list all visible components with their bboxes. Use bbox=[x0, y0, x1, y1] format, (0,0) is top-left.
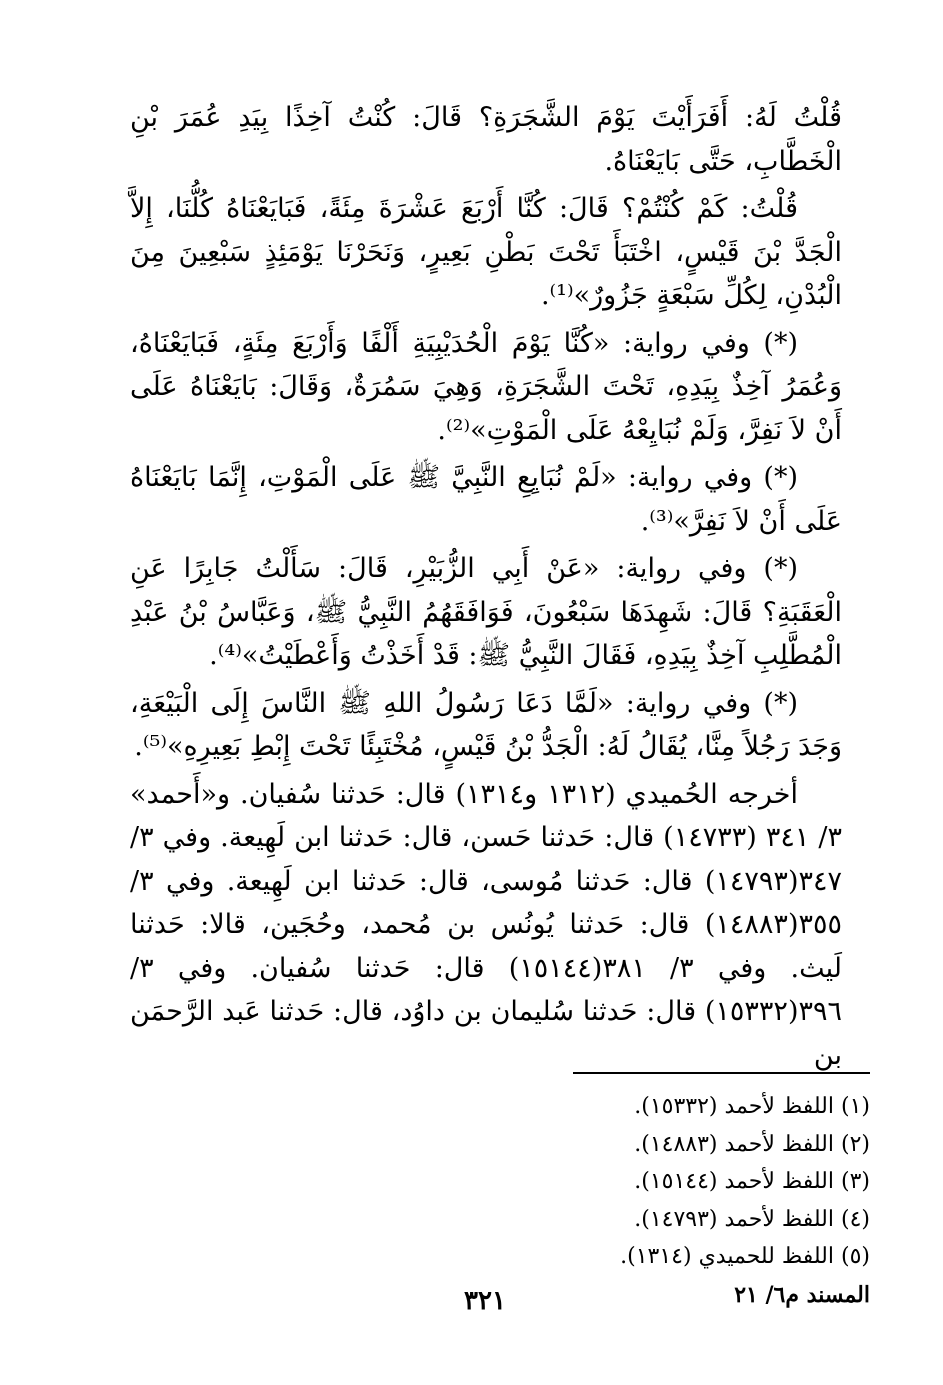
footnote-1: (١) اللفظ لأحمد (١٥٣٣٢). bbox=[634, 1094, 870, 1119]
page-number: ٣٢١ bbox=[464, 1286, 506, 1316]
footnotes bbox=[300, 1088, 870, 1276]
footnote-4: (٤) اللفظ لأحمد (١٤٧٩٣). bbox=[634, 1206, 870, 1232]
paragraph-2: قُلْتُ: كَمْ كُنْتُمْ؟ قَالَ: كُنَّا أَرْبَعَ عَشْرَةَ مِئَةً، فَبَايَعْنَاهُ كُلُّنَا، إِلاَّ الْجَدَّ بْنَ قَيْسٍ، اخْتَبَأَ تَحْتَ بَطْنِ بَعِيرٍ، وَنَحَرْنَا يَوْمَئِذٍ سَبْعِينَ مِنَ الْبُدْنِ، لِكُلِّ سَبْعَةٍ جَزُورٌ»⁽¹⁾. bbox=[130, 193, 842, 311]
footnote-2: (٢) اللفظ لأحمد (١٤٨٨٣). bbox=[634, 1131, 870, 1157]
footnote-3: (٣) اللفظ لأحمد (١٥١٤٤). bbox=[634, 1169, 870, 1194]
main-text bbox=[130, 96, 842, 1081]
footnote-5: (٥) اللفظ للحميدي (١٣١٤). bbox=[620, 1244, 870, 1269]
paragraph-4: (*) وفي رواية: «لَمْ نُبَايِعِ النَّبِيَّ ﷺ عَلَى الْمَوْتِ، إِنَّمَا بَايَعْنَاهُ عَلَى أَنْ لاَ نَفِرَّ»⁽³⁾. bbox=[130, 462, 842, 537]
paragraph-3: (*) وفي رواية: «كُنَّا يَوْمَ الْحُدَيْبِيَةِ أَلْفًا وَأَرْبَعَ مِئَةٍ، فَبَايَعْنَاهُ، وَعُمَرُ آخِذٌ بِيَدِهِ، تَحْتَ الشَّجَرَةِ، وَهِيَ سَمُرَةٌ، وَقَالَ: بَايَعْنَاهُ عَلَى أَنْ لاَ نَفِرَّ، وَلَمْ نُبَايِعْهُ عَلَى الْمَوْتِ»⁽²⁾. bbox=[130, 327, 842, 446]
footnote-separator bbox=[573, 1072, 870, 1074]
paragraph-6: (*) وفي رواية: «لَمَّا دَعَا رَسُولُ اللهِ ﷺ النَّاسَ إِلَى الْبَيْعَةِ، وَجَدَ رَجُلاً مِنَّا، يُقَالُ لَهُ: الْجَدُّ بْنُ قَيْسٍ، مُخْتَبِئًا تَحْتَ إِبْطِ بَعِيرِهِ»⁽⁵⁾. bbox=[130, 687, 842, 762]
paragraph-5: (*) وفي رواية: «عَنْ أَبِي الزُّبَيْرِ، قَالَ: سَأَلْتُ جَابِرًا عَنِ الْعَقَبَةِ؟ قَالَ: شَهِدَهَا سَبْعُونَ، فَوَافَقَهُمُ النَّبِيُّ ﷺ، وَعَبَّاسُ بْنُ عَبْدِ الْمُطَّلِبِ آخِذٌ بِيَدِهِ، فَقَالَ النَّبِيُّ ﷺ: قَدْ أَخَذْتُ وَأَعْطَيْتُ»⁽⁴⁾. bbox=[130, 553, 842, 671]
volume-signature: المسند م٦/ ٢١ bbox=[734, 1282, 870, 1308]
paragraph-1: قُلْتُ لَهُ: أَفَرَأَيْتَ يَوْمَ الشَّجَرَةِ؟ قَالَ: كُنْتُ آخِذًا بِيَدِ عُمَرَ بْنِ الْخَطَّابِ، حَتَّى بَايَعْنَاهُ. bbox=[130, 102, 842, 177]
paragraph-7-takhrij: أخرجه الحُميدي (١٣١٢ و١٣١٤) قال: حَدثنا سُفيان. و«أَحمد» ٣/ ٣٤١ (١٤٧٣٣) قال: حَدثنا حَسن، قال: حَدثنا ابن لَهِيعة. وفي ٣/ ٣٤٧(١٤٧٩٣) قال: حَدثنا مُوسى، قال: حَدثنا ابن لَهِيعة. وفي ٣/ ٣٥٥(١٤٨٨٣) قال: حَدثنا يُونُس بن مُحمد، وحُجَين، قالا: حَدثنا لَيث. وفي ٣/ ٣٨١(١٥١٤٤) قال: حَدثنا سُفيان. وفي ٣/ ٣٩٦(١٥٣٣٢) قال: حَدثنا سُليمان بن داوُد، قال: حَدثنا عَبد الرَّحمَن بن bbox=[130, 778, 842, 1071]
